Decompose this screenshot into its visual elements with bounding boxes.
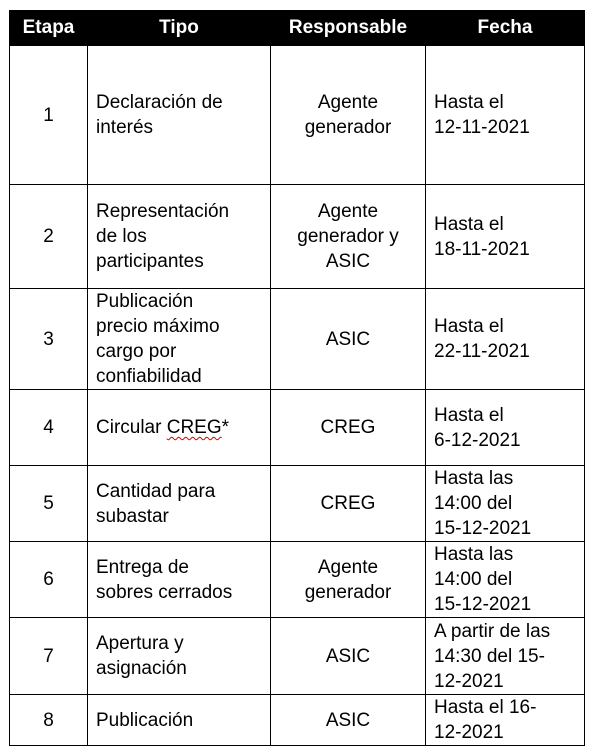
cell-etapa: 6: [10, 542, 88, 618]
cell-tipo: Apertura y asignación: [88, 618, 271, 695]
cell-fecha: Hasta el 18-11-2021: [426, 185, 585, 289]
table-row: [10, 466, 585, 542]
cell-responsable: Agente generador y ASIC: [271, 185, 426, 289]
cell-responsable: CREG: [271, 390, 426, 466]
cell-etapa: 4: [10, 390, 88, 466]
cell-tipo: Publicación precio máximo cargo por confiabilidad: [88, 289, 271, 390]
cell-responsable: ASIC: [271, 695, 426, 746]
cell-fecha: Hasta el 6-12-2021: [426, 390, 585, 466]
table-row: [10, 289, 585, 390]
header-responsable: Responsable: [271, 11, 426, 46]
cell-tipo: Declaración de interés: [88, 46, 271, 185]
cell-tipo-suffix: *: [221, 417, 230, 438]
cell-responsable: CREG: [271, 466, 426, 542]
table-row: [10, 390, 585, 466]
header-etapa: Etapa: [10, 11, 88, 46]
cell-tipo: Publicación: [88, 695, 271, 746]
cell-responsable: ASIC: [271, 618, 426, 695]
cell-responsable: Agente generador: [271, 542, 426, 618]
table-row: [10, 695, 585, 746]
cell-tipo: Cantidad para subastar: [88, 466, 271, 542]
cell-fecha: Hasta el 12-11-2021: [426, 46, 585, 185]
cell-etapa: 1: [10, 46, 88, 185]
cell-tipo-prefix: Circular: [96, 417, 167, 438]
table-header: [10, 11, 585, 46]
cell-fecha: Hasta el 16- 12-2021: [426, 695, 585, 746]
table-row: [10, 542, 585, 618]
schedule-table-container: [9, 10, 585, 746]
header-fecha: Fecha: [426, 11, 585, 46]
cell-fecha: Hasta el 22-11-2021: [426, 289, 585, 390]
header-row: [10, 11, 585, 46]
cell-etapa: 8: [10, 695, 88, 746]
table-row: [10, 185, 585, 289]
table-row: [10, 618, 585, 695]
header-tipo: Tipo: [88, 11, 271, 46]
table-body: [10, 46, 585, 746]
schedule-table: [9, 10, 585, 746]
cell-responsable: ASIC: [271, 289, 426, 390]
cell-etapa: 5: [10, 466, 88, 542]
cell-etapa: 7: [10, 618, 88, 695]
cell-fecha: A partir de las 14:30 del 15- 12-2021: [426, 618, 585, 695]
cell-etapa: 2: [10, 185, 88, 289]
cell-tipo: Entrega de sobres cerrados: [88, 542, 271, 618]
cell-responsable: Agente generador: [271, 46, 426, 185]
cell-etapa: 3: [10, 289, 88, 390]
cell-fecha: Hasta las 14:00 del 15-12-2021: [426, 466, 585, 542]
table-row: [10, 46, 585, 185]
cell-fecha: Hasta las 14:00 del 15-12-2021: [426, 542, 585, 618]
cell-tipo: [88, 390, 271, 466]
cell-tipo: Representación de los participantes: [88, 185, 271, 289]
spellcheck-flagged-word: CREG: [166, 417, 222, 438]
